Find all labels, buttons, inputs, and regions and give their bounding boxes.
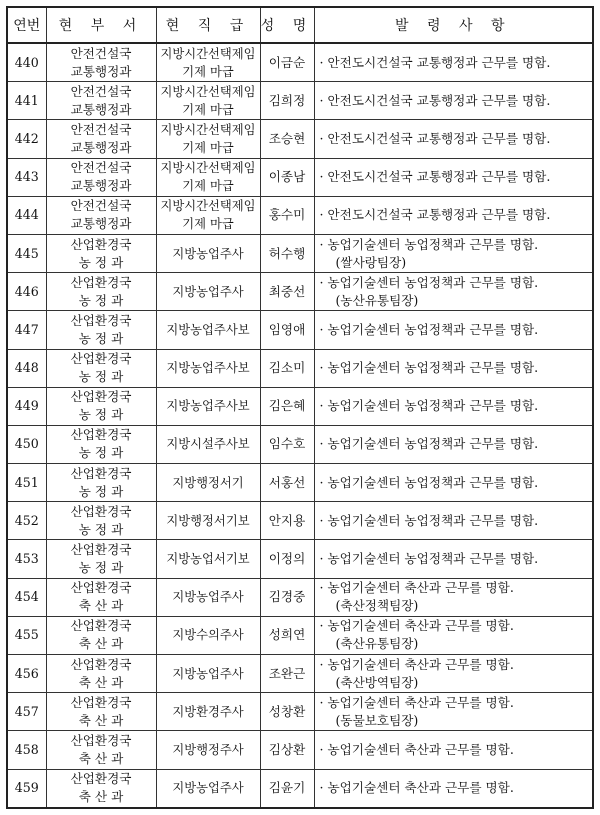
current-department — [46, 43, 156, 82]
row-number: 445 — [7, 234, 46, 272]
grade-line-1: 지방시간선택제 — [160, 199, 244, 214]
order-text: · 농업기술센터 축산과 근무를 명함. — [319, 694, 514, 710]
order-team-note: (동물보호팀장) — [335, 712, 419, 728]
current-grade — [156, 616, 260, 654]
current-department — [46, 693, 156, 731]
employee-name: 임영애 — [260, 311, 314, 349]
employee-name: 서홍선 — [260, 464, 314, 502]
row-number: 443 — [7, 158, 46, 196]
department-division: 농 정 과 — [78, 445, 124, 461]
grade-line-2: 임기제 마급 — [182, 199, 256, 232]
appointment-order — [314, 425, 593, 463]
department-bureau: 산업환경국 — [70, 694, 132, 710]
order-team-note: (축산방역팀장) — [335, 674, 419, 690]
current-grade — [156, 82, 260, 120]
current-grade — [156, 311, 260, 349]
grade-line-1: 지방시간선택제 — [160, 46, 244, 61]
current-department — [46, 731, 156, 769]
order-team-note: (축산유통팀장) — [335, 636, 419, 652]
department-bureau: 산업환경국 — [70, 580, 132, 596]
order-text: · 안전도시건설국 교통행정과 근무를 명함. — [319, 207, 551, 223]
grade-line-1: 지방농업주사 — [172, 246, 244, 261]
current-grade — [156, 120, 260, 158]
row-number: 453 — [7, 540, 46, 578]
grade-line-2: 임기제 마급 — [182, 46, 256, 79]
appointment-order — [314, 43, 593, 82]
row-number: 449 — [7, 387, 46, 425]
order-text: · 안전도시건설국 교통행정과 근무를 명함. — [319, 130, 551, 146]
department-division: 농 정 과 — [78, 483, 124, 499]
employee-name: 김소미 — [260, 349, 314, 387]
department-bureau: 산업환경국 — [70, 427, 132, 443]
employee-name: 홍수미 — [260, 196, 314, 234]
department-bureau: 산업환경국 — [70, 618, 132, 634]
appointment-order — [314, 731, 593, 769]
row-number: 447 — [7, 311, 46, 349]
current-department — [46, 464, 156, 502]
table-row — [7, 234, 593, 272]
current-grade — [156, 349, 260, 387]
table-row — [7, 82, 593, 120]
grade-line-1: 지방농업주사보 — [166, 399, 250, 414]
employee-name: 성창환 — [260, 693, 314, 731]
grade-line-1: 지방농업주사보 — [166, 322, 250, 337]
header-grade: 현 직 급 — [156, 7, 260, 43]
order-text: · 농업기술센터 축산과 근무를 명함. — [319, 580, 514, 596]
current-grade — [156, 502, 260, 540]
grade-line-1: 지방시간선택제 — [160, 122, 244, 137]
table-row — [7, 769, 593, 808]
grade-line-1: 지방농업주사 — [172, 781, 244, 796]
department-division: 농 정 과 — [78, 521, 124, 537]
table-row — [7, 158, 593, 196]
employee-name: 이정의 — [260, 540, 314, 578]
row-number: 459 — [7, 769, 46, 808]
header-department: 현 부 서 — [46, 7, 156, 43]
grade-line-1: 지방농업서기보 — [166, 552, 250, 567]
order-team-note: (축산정책팀장) — [335, 598, 419, 614]
appointment-order — [314, 120, 593, 158]
table-row — [7, 273, 593, 311]
department-division: 농 정 과 — [78, 369, 124, 385]
grade-line-1: 지방시간선택제 — [160, 84, 244, 99]
department-bureau: 산업환경국 — [70, 274, 132, 290]
grade-line-2: 임기제 마급 — [182, 84, 256, 117]
current-grade — [156, 540, 260, 578]
department-bureau: 산업환경국 — [70, 656, 132, 672]
employee-name: 최중선 — [260, 273, 314, 311]
order-team-note: (쌀사랑팀장) — [335, 254, 407, 270]
header-no: 연번 — [7, 7, 46, 43]
table-row — [7, 311, 593, 349]
table-row — [7, 693, 593, 731]
department-division: 교통행정과 — [70, 63, 132, 79]
appointment-order — [314, 273, 593, 311]
employee-name: 김희정 — [260, 82, 314, 120]
order-text: · 농업기술센터 농업정책과 근무를 명함. — [319, 512, 539, 528]
table-row — [7, 464, 593, 502]
row-number: 450 — [7, 425, 46, 463]
order-text: · 농업기술센터 농업정책과 근무를 명함. — [319, 274, 539, 290]
current-department — [46, 158, 156, 196]
order-text: · 농업기술센터 축산과 근무를 명함. — [319, 618, 514, 634]
department-division: 농 정 과 — [78, 292, 124, 308]
row-number: 444 — [7, 196, 46, 234]
current-department — [46, 349, 156, 387]
current-department — [46, 540, 156, 578]
order-text: · 농업기술센터 농업정책과 근무를 명함. — [319, 551, 539, 567]
order-text: · 안전도시건설국 교통행정과 근무를 명함. — [319, 92, 551, 108]
appointment-order — [314, 196, 593, 234]
current-department — [46, 425, 156, 463]
row-number: 454 — [7, 578, 46, 616]
appointment-order — [314, 502, 593, 540]
department-division: 농 정 과 — [78, 330, 124, 346]
header-order: 발 령 사 항 — [314, 7, 593, 43]
grade-line-1: 지방시설주사보 — [166, 437, 250, 452]
department-bureau: 산업환경국 — [70, 732, 132, 748]
department-division: 교통행정과 — [70, 178, 132, 194]
table-row — [7, 502, 593, 540]
row-number: 451 — [7, 464, 46, 502]
table-row — [7, 387, 593, 425]
department-division: 축 산 과 — [78, 636, 124, 652]
department-bureau: 산업환경국 — [70, 771, 132, 787]
order-text: · 농업기술센터 농업정책과 근무를 명함. — [319, 321, 539, 337]
grade-line-1: 지방농업주사보 — [166, 361, 250, 376]
employee-name: 안지용 — [260, 502, 314, 540]
current-department — [46, 273, 156, 311]
department-bureau: 안전건설국 — [70, 198, 132, 214]
grade-line-1: 지방수의주사 — [172, 628, 244, 643]
department-division: 축 산 과 — [78, 712, 124, 728]
grade-line-2: 임기제 마급 — [182, 122, 256, 155]
department-bureau: 안전건설국 — [70, 83, 132, 99]
table-row — [7, 196, 593, 234]
table-row — [7, 578, 593, 616]
row-number: 441 — [7, 82, 46, 120]
row-number: 455 — [7, 616, 46, 654]
department-division: 축 산 과 — [78, 789, 124, 805]
row-number: 442 — [7, 120, 46, 158]
current-department — [46, 196, 156, 234]
current-department — [46, 502, 156, 540]
appointment-order — [314, 540, 593, 578]
employee-name: 임수호 — [260, 425, 314, 463]
order-text: · 농업기술센터 축산과 근무를 명함. — [319, 780, 514, 796]
department-division: 교통행정과 — [70, 216, 132, 232]
department-division: 축 산 과 — [78, 598, 124, 614]
order-text: · 농업기술센터 농업정책과 근무를 명함. — [319, 360, 539, 376]
current-department — [46, 616, 156, 654]
department-division: 교통행정과 — [70, 139, 132, 155]
current-department — [46, 120, 156, 158]
order-text: · 농업기술센터 농업정책과 근무를 명함. — [319, 236, 539, 252]
department-bureau: 산업환경국 — [70, 351, 132, 367]
appointment-order — [314, 82, 593, 120]
current-grade — [156, 769, 260, 808]
appointment-order — [314, 655, 593, 693]
current-grade — [156, 578, 260, 616]
employee-name: 허수행 — [260, 234, 314, 272]
table-row — [7, 655, 593, 693]
department-bureau: 산업환경국 — [70, 542, 132, 558]
grade-line-1: 지방행정주사 — [172, 742, 244, 757]
current-department — [46, 234, 156, 272]
row-number: 452 — [7, 502, 46, 540]
order-text: · 농업기술센터 농업정책과 근무를 명함. — [319, 436, 539, 452]
table-row — [7, 425, 593, 463]
department-division: 농 정 과 — [78, 560, 124, 576]
employee-name: 성희연 — [260, 616, 314, 654]
current-department — [46, 311, 156, 349]
current-grade — [156, 693, 260, 731]
order-text: · 농업기술센터 축산과 근무를 명함. — [319, 656, 514, 672]
row-number: 456 — [7, 655, 46, 693]
current-grade — [156, 425, 260, 463]
current-grade — [156, 273, 260, 311]
appointment-order — [314, 349, 593, 387]
row-number: 457 — [7, 693, 46, 731]
department-bureau: 산업환경국 — [70, 236, 132, 252]
appointment-order — [314, 693, 593, 731]
table-row — [7, 349, 593, 387]
table-header-row — [7, 7, 593, 43]
row-number: 458 — [7, 731, 46, 769]
current-grade — [156, 196, 260, 234]
current-grade — [156, 158, 260, 196]
current-department — [46, 578, 156, 616]
grade-line-1: 지방농업주사 — [172, 590, 244, 605]
header-name: 성 명 — [260, 7, 314, 43]
current-department — [46, 82, 156, 120]
order-text: · 농업기술센터 농업정책과 근무를 명함. — [319, 474, 539, 490]
order-text: · 안전도시건설국 교통행정과 근무를 명함. — [319, 169, 551, 185]
order-text: · 안전도시건설국 교통행정과 근무를 명함. — [319, 54, 551, 70]
grade-line-1: 지방환경주사 — [172, 704, 244, 719]
row-number: 446 — [7, 273, 46, 311]
department-division: 농 정 과 — [78, 254, 124, 270]
current-grade — [156, 464, 260, 502]
appointment-order — [314, 616, 593, 654]
grade-line-1: 지방농업주사 — [172, 284, 244, 299]
appointment-order — [314, 464, 593, 502]
current-grade — [156, 234, 260, 272]
order-text: · 농업기술센터 농업정책과 근무를 명함. — [319, 398, 539, 414]
personnel-order-table — [6, 6, 594, 809]
employee-name: 이종남 — [260, 158, 314, 196]
appointment-order — [314, 578, 593, 616]
grade-line-1: 지방행정서기 — [172, 475, 244, 490]
table-row — [7, 540, 593, 578]
employee-name: 이금순 — [260, 43, 314, 82]
current-grade — [156, 731, 260, 769]
department-bureau: 산업환경국 — [70, 312, 132, 328]
appointment-order — [314, 158, 593, 196]
department-division: 교통행정과 — [70, 101, 132, 117]
table-row — [7, 731, 593, 769]
employee-name: 김윤기 — [260, 769, 314, 808]
department-bureau: 안전건설국 — [70, 45, 132, 61]
department-bureau: 안전건설국 — [70, 121, 132, 137]
department-bureau: 안전건설국 — [70, 160, 132, 176]
department-bureau: 산업환경국 — [70, 503, 132, 519]
order-team-note: (농산유통팀장) — [335, 292, 419, 308]
employee-name: 김상환 — [260, 731, 314, 769]
current-grade — [156, 655, 260, 693]
current-grade — [156, 43, 260, 82]
appointment-order — [314, 311, 593, 349]
department-bureau: 산업환경국 — [70, 465, 132, 481]
grade-line-1: 지방행정서기보 — [166, 513, 250, 528]
current-department — [46, 387, 156, 425]
employee-name: 조승현 — [260, 120, 314, 158]
table-row — [7, 43, 593, 82]
employee-name: 김경중 — [260, 578, 314, 616]
row-number: 440 — [7, 43, 46, 82]
appointment-order — [314, 387, 593, 425]
employee-name: 김은혜 — [260, 387, 314, 425]
current-department — [46, 655, 156, 693]
grade-line-1: 지방농업주사 — [172, 666, 244, 681]
current-grade — [156, 387, 260, 425]
table-row — [7, 616, 593, 654]
appointment-order — [314, 234, 593, 272]
department-division: 축 산 과 — [78, 674, 124, 690]
grade-line-1: 지방시간선택제 — [160, 161, 244, 176]
grade-line-2: 임기제 마급 — [182, 161, 256, 194]
employee-name: 조완근 — [260, 655, 314, 693]
department-bureau: 산업환경국 — [70, 389, 132, 405]
department-division: 농 정 과 — [78, 407, 124, 423]
department-division: 축 산 과 — [78, 750, 124, 766]
table-row — [7, 120, 593, 158]
appointment-order — [314, 769, 593, 808]
order-text: · 농업기술센터 축산과 근무를 명함. — [319, 741, 514, 757]
row-number: 448 — [7, 349, 46, 387]
current-department — [46, 769, 156, 808]
